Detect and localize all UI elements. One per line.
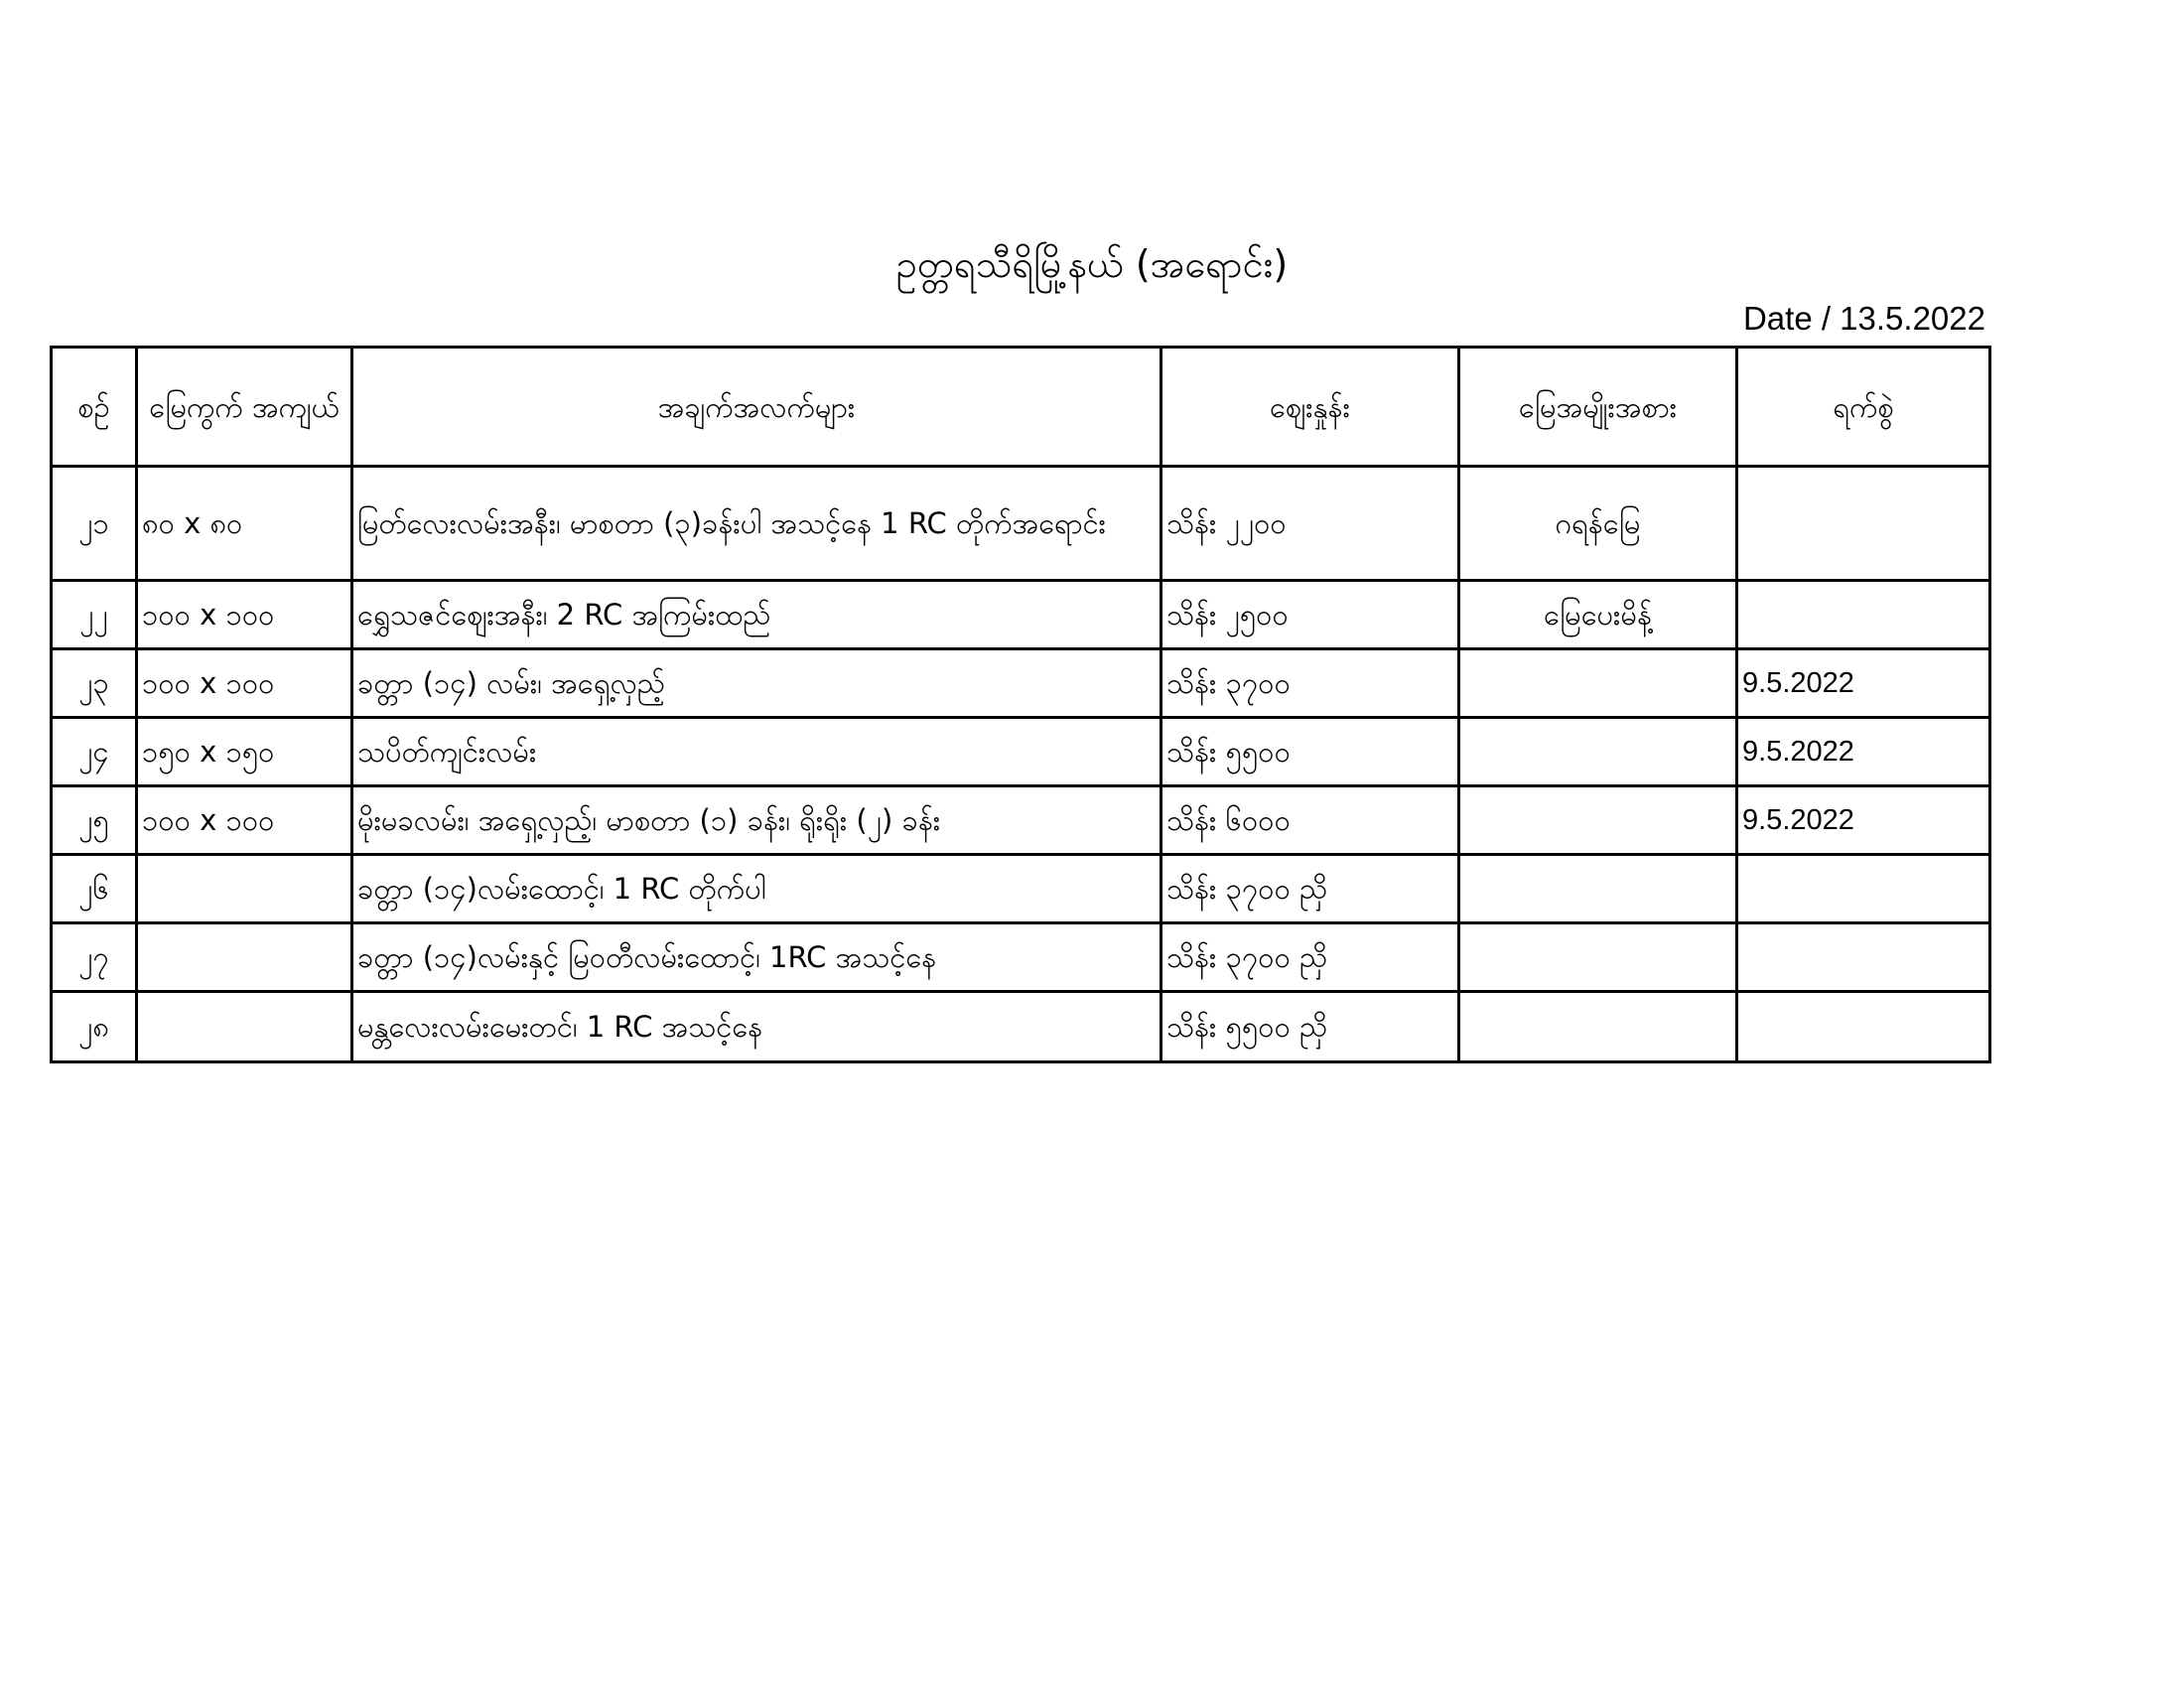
row-size: ၈၀ x ၈၀ [137, 467, 352, 581]
page-title: ဥတ္တရသီရိမြို့နယ် (အရောင်း) [895, 242, 1289, 286]
row-size: ၁၀၀ x ၁၀၀ [137, 786, 352, 855]
row-details: ရွှေသဇင်ဈေးအနီး၊ 2 RC အကြမ်းထည် [352, 581, 1161, 649]
row-land-type [1459, 992, 1737, 1062]
row-price: သိန်း ၆၀၀၀ [1161, 786, 1459, 855]
row-land-type [1459, 923, 1737, 992]
row-land-type [1459, 786, 1737, 855]
row-no: ၂၃ [52, 649, 137, 718]
row-size: ၁၅၀ x ၁၅၀ [137, 718, 352, 786]
row-details: မိုးမခလမ်း၊ အရှေ့လှည့်၊ မာစတာ (၁) ခန်း၊ ရိုးရိုး (၂) ခန်း [352, 786, 1161, 855]
row-land-type: ဂရန်မြေ [1459, 467, 1737, 581]
row-no: ၂၄ [52, 718, 137, 786]
table-row [52, 718, 1990, 786]
row-price: သိန်း ၃၇၀၀ [1161, 649, 1459, 718]
table-row [52, 467, 1990, 581]
row-details: သပိတ်ကျင်းလမ်း [352, 718, 1161, 786]
row-details: ခတ္တာ (၁၄) လမ်း၊ အရှေ့လှည့် [352, 649, 1161, 718]
header-price: ဈေးနှုန်း [1161, 348, 1459, 467]
row-no: ၂၇ [52, 923, 137, 992]
row-date: 9.5.2022 [1737, 718, 1990, 786]
row-details: ခတ္တာ (၁၄)လမ်းထောင့်၊ 1 RC တိုက်ပါ [352, 855, 1161, 923]
row-date [1737, 467, 1990, 581]
row-no: ၂၈ [52, 992, 137, 1062]
row-details: မြတ်လေးလမ်းအနီး၊ မာစတာ (၃)ခန်းပါ အသင့်နေ 1 RC တိုက်အရောင်း [352, 467, 1161, 581]
row-date: 9.5.2022 [1737, 786, 1990, 855]
row-no: ၂၅ [52, 786, 137, 855]
row-date [1737, 923, 1990, 992]
row-size [137, 992, 352, 1062]
table-row [52, 649, 1990, 718]
row-size [137, 855, 352, 923]
header-details: အချက်အလက်များ [352, 348, 1161, 467]
row-price: သိန်း ၅၅၀၀ [1161, 718, 1459, 786]
table-row [52, 992, 1990, 1062]
row-date [1737, 855, 1990, 923]
row-price: သိန်း ၅၅၀၀ ညှိ [1161, 992, 1459, 1062]
table-row [52, 923, 1990, 992]
row-no: ၂၂ [52, 581, 137, 649]
row-no: ၂၆ [52, 855, 137, 923]
listing-table [50, 346, 1991, 1063]
row-price: သိန်း ၂၅၀၀ [1161, 581, 1459, 649]
row-size [137, 923, 352, 992]
document-date: Date / 13.5.2022 [1742, 300, 1985, 337]
header-date: ရက်စွဲ [1737, 348, 1990, 467]
row-price: သိန်း ၂၂၀၀ [1161, 467, 1459, 581]
table-row [52, 786, 1990, 855]
header-no: စဉ် [52, 348, 137, 467]
header-size: မြေကွက် အကျယ် [137, 348, 352, 467]
row-land-type [1459, 855, 1737, 923]
table-row [52, 855, 1990, 923]
row-land-type [1459, 649, 1737, 718]
table-row [52, 581, 1990, 649]
row-date [1737, 581, 1990, 649]
header-land-type: မြေအမျိုးအစား [1459, 348, 1737, 467]
row-no: ၂၁ [52, 467, 137, 581]
row-details: ခတ္တာ (၁၄)လမ်းနှင့် မြဝတီလမ်းထောင့်၊ 1RC အသင့်နေ [352, 923, 1161, 992]
row-price: သိန်း ၃၇၀၀ ညှိ [1161, 855, 1459, 923]
row-details: မန္တလေးလမ်းမေးတင်၊ 1 RC အသင့်နေ [352, 992, 1161, 1062]
row-land-type [1459, 718, 1737, 786]
row-price: သိန်း ၃၇၀၀ ညှိ [1161, 923, 1459, 992]
row-size: ၁၀၀ x ၁၀၀ [137, 581, 352, 649]
row-date: 9.5.2022 [1737, 649, 1990, 718]
row-size: ၁၀၀ x ၁၀၀ [137, 649, 352, 718]
table-header-row [52, 348, 1990, 467]
row-land-type: မြေပေးမိန့် [1459, 581, 1737, 649]
row-date [1737, 992, 1990, 1062]
